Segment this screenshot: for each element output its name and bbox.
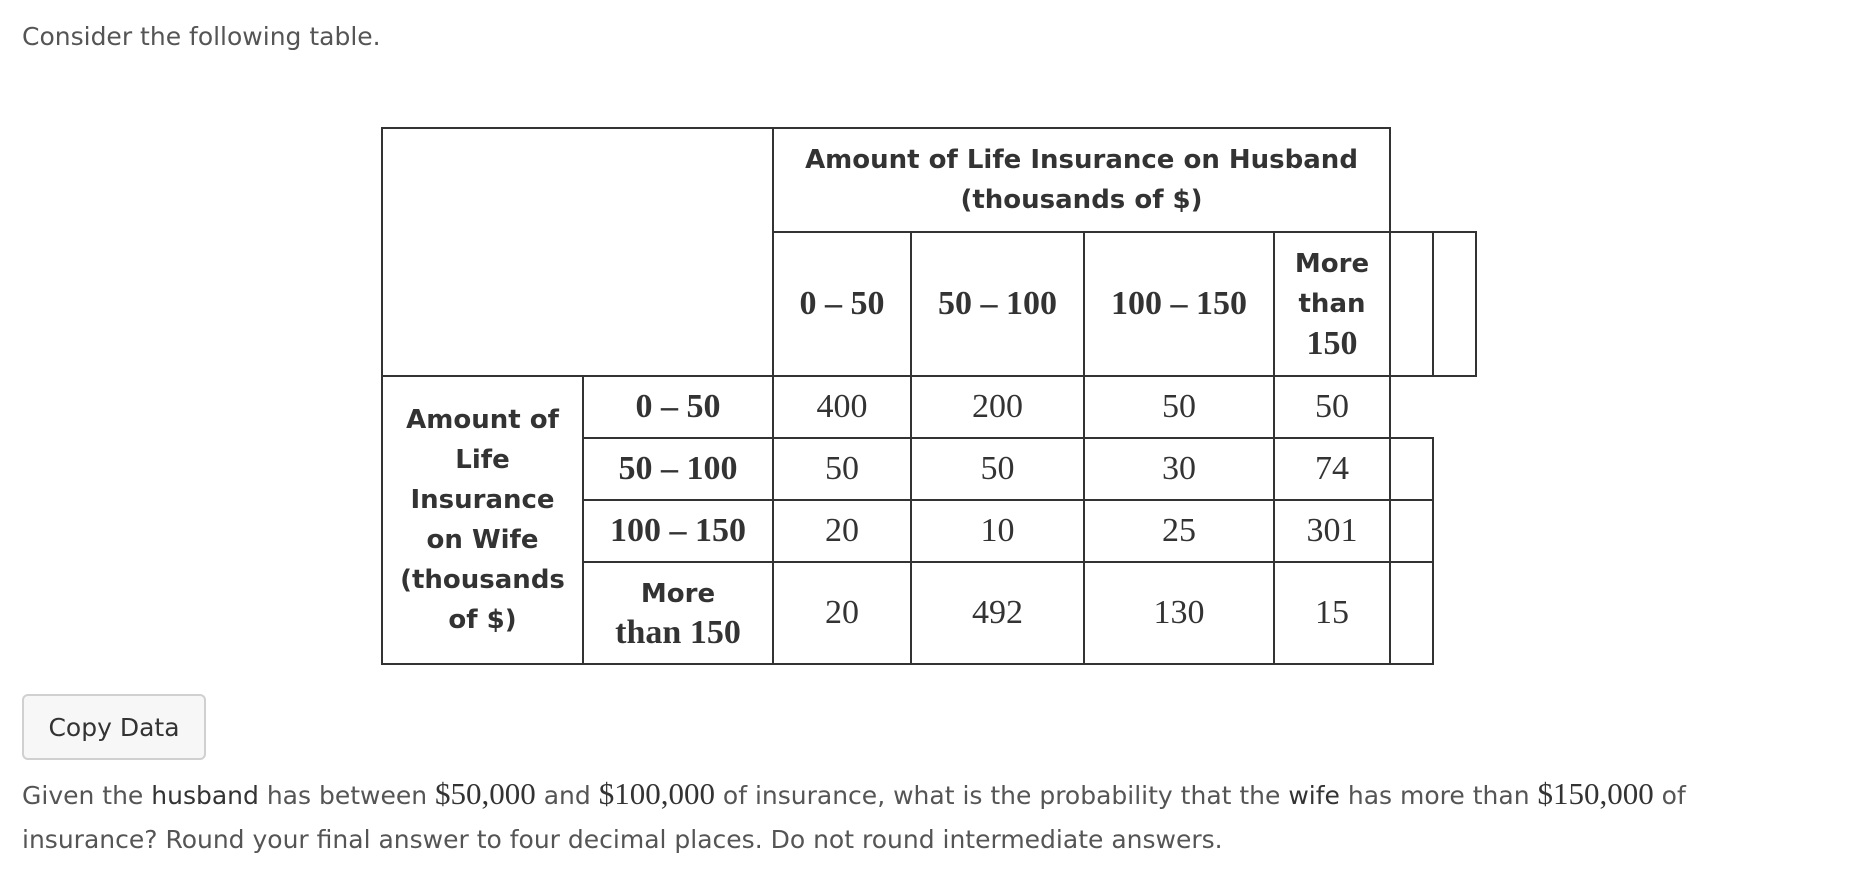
table-cell: 492 (911, 562, 1084, 664)
table-cell: 15 (1274, 562, 1390, 664)
table-cell: 50 (1274, 376, 1390, 438)
corner-cell (382, 128, 773, 376)
husband-range-2: 100 – 150 (1084, 232, 1274, 376)
table-cell: 20 (773, 562, 911, 664)
table-cell: 25 (1084, 500, 1274, 562)
husband-range-3: More than 150 (1274, 232, 1390, 376)
extra-cell (1390, 562, 1433, 664)
table-cell: 400 (773, 376, 911, 438)
copy-data-button[interactable]: Copy Data (22, 694, 206, 760)
husband-range-1: 50 – 100 (911, 232, 1084, 376)
wife-range-2: 100 – 150 (583, 500, 773, 562)
table-cell: 30 (1084, 438, 1274, 500)
wife-range-0: 0 – 50 (583, 376, 773, 438)
table-cell: 130 (1084, 562, 1274, 664)
husband-header (773, 128, 1390, 232)
extra-cell (1390, 232, 1433, 376)
table-cell: 50 (773, 438, 911, 500)
husband-range-0: 0 – 50 (773, 232, 911, 376)
wife-header: Amount of Life Insurance on Wife (thousands of $) (382, 376, 583, 664)
question-text: Given the husband has between $50,000 and $100,000 of insurance, what is the probability that the wife has more than $150,000 of insurance? Round your final answer to four decimal places. Do not round intermediate answers. (22, 776, 1686, 854)
extra-cell (1390, 500, 1433, 562)
table-cell: 301 (1274, 500, 1390, 562)
intro-text: Consider the following table. (22, 22, 381, 51)
extra-cell (1433, 232, 1476, 376)
husband-header-title: Amount of Life Insurance on Husband (805, 145, 1358, 175)
table-cell: 20 (773, 500, 911, 562)
husband-header-units: (thousands of $) (960, 185, 1203, 215)
wife-range-3: More than 150 (583, 562, 773, 664)
table-cell: 10 (911, 500, 1084, 562)
table-cell: 50 (911, 438, 1084, 500)
table-cell: 50 (1084, 376, 1274, 438)
extra-cell (1390, 438, 1433, 500)
table-cell: 200 (911, 376, 1084, 438)
wife-range-1: 50 – 100 (583, 438, 773, 500)
insurance-table (381, 127, 1477, 665)
table-cell: 74 (1274, 438, 1390, 500)
